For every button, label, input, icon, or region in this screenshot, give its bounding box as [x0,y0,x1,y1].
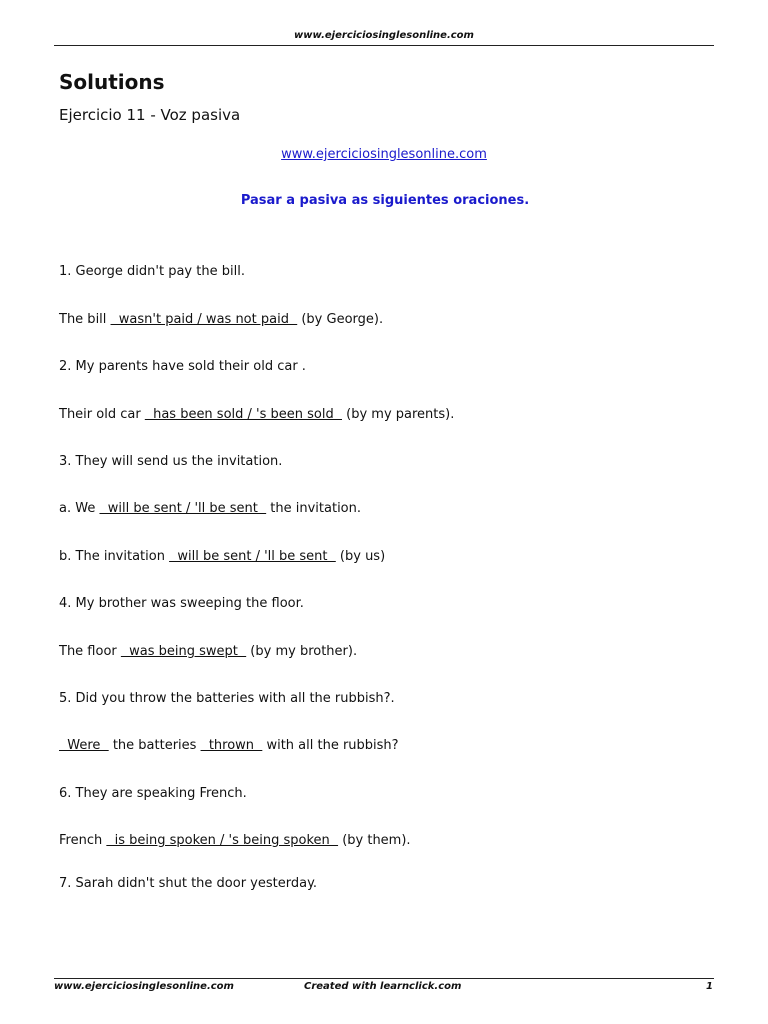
header-url: www.ejerciciosinglesonline.com [294,30,474,41]
question-6: 6. They are speaking French. [59,786,247,801]
answer-3a-pre: a. We [59,501,100,516]
answer-4-pre: The floor [59,644,121,659]
instruction-text: Pasar a pasiva as siguientes oraciones. [240,193,530,208]
answer-2-pre: Their old car [59,407,145,422]
answer-3b-post: (by us) [335,549,386,564]
answer-3b [59,549,385,564]
answer-4-post: (by my brother). [246,644,358,659]
answer-1-pre: The bill [59,312,111,327]
answer-5-blank-2: thrown [200,738,263,753]
site-link[interactable]: www.ejerciciosinglesonline.com [281,147,487,162]
header-divider [54,45,714,46]
answer-5-post: with all the rubbish? [262,738,399,753]
answer-1 [59,312,383,327]
footer-divider [54,978,714,979]
question-3: 3. They will send us the invitation. [59,454,283,469]
answer-6-post: (by them). [338,833,411,848]
page-title: Solutions [59,70,165,94]
answer-2 [59,407,454,422]
answer-3a-blank: will be sent / 'll be sent [99,501,267,516]
question-1: 1. George didn't pay the bill. [59,264,245,279]
answer-2-blank: has been sold / 's been sold [144,407,342,422]
answer-6-blank: is being spoken / 's being spoken [106,833,339,848]
footer-credit: Created with learnclick.com [304,981,462,992]
answer-6-pre: French [59,833,107,848]
answer-1-blank: wasn't paid / was not paid [110,312,298,327]
answer-3a [59,501,361,516]
answer-4 [59,644,357,659]
question-4: 4. My brother was sweeping the floor. [59,596,304,611]
answer-3b-pre: b. The invitation [59,549,170,564]
answer-3a-post: the invitation. [266,501,362,516]
question-7: 7. Sarah didn't shut the door yesterday. [59,876,318,891]
question-2: 2. My parents have sold their old car . [59,359,306,374]
exercise-subtitle: Ejercicio 11 - Voz pasiva [59,106,241,124]
answer-5-mid: the batteries [108,738,201,753]
question-5: 5. Did you throw the batteries with all the rubbish?. [59,691,395,706]
answer-6 [59,833,411,848]
answer-1-post: (by George). [297,312,384,327]
answer-5 [59,738,399,753]
answer-3b-blank: will be sent / 'll be sent [169,549,336,564]
answer-4-blank: was being swept [120,644,247,659]
footer-url: www.ejerciciosinglesonline.com [54,981,234,992]
answer-2-post: (by my parents). [342,407,455,422]
answer-5-blank-1: Were [59,738,109,753]
page-number: 1 [706,981,713,992]
